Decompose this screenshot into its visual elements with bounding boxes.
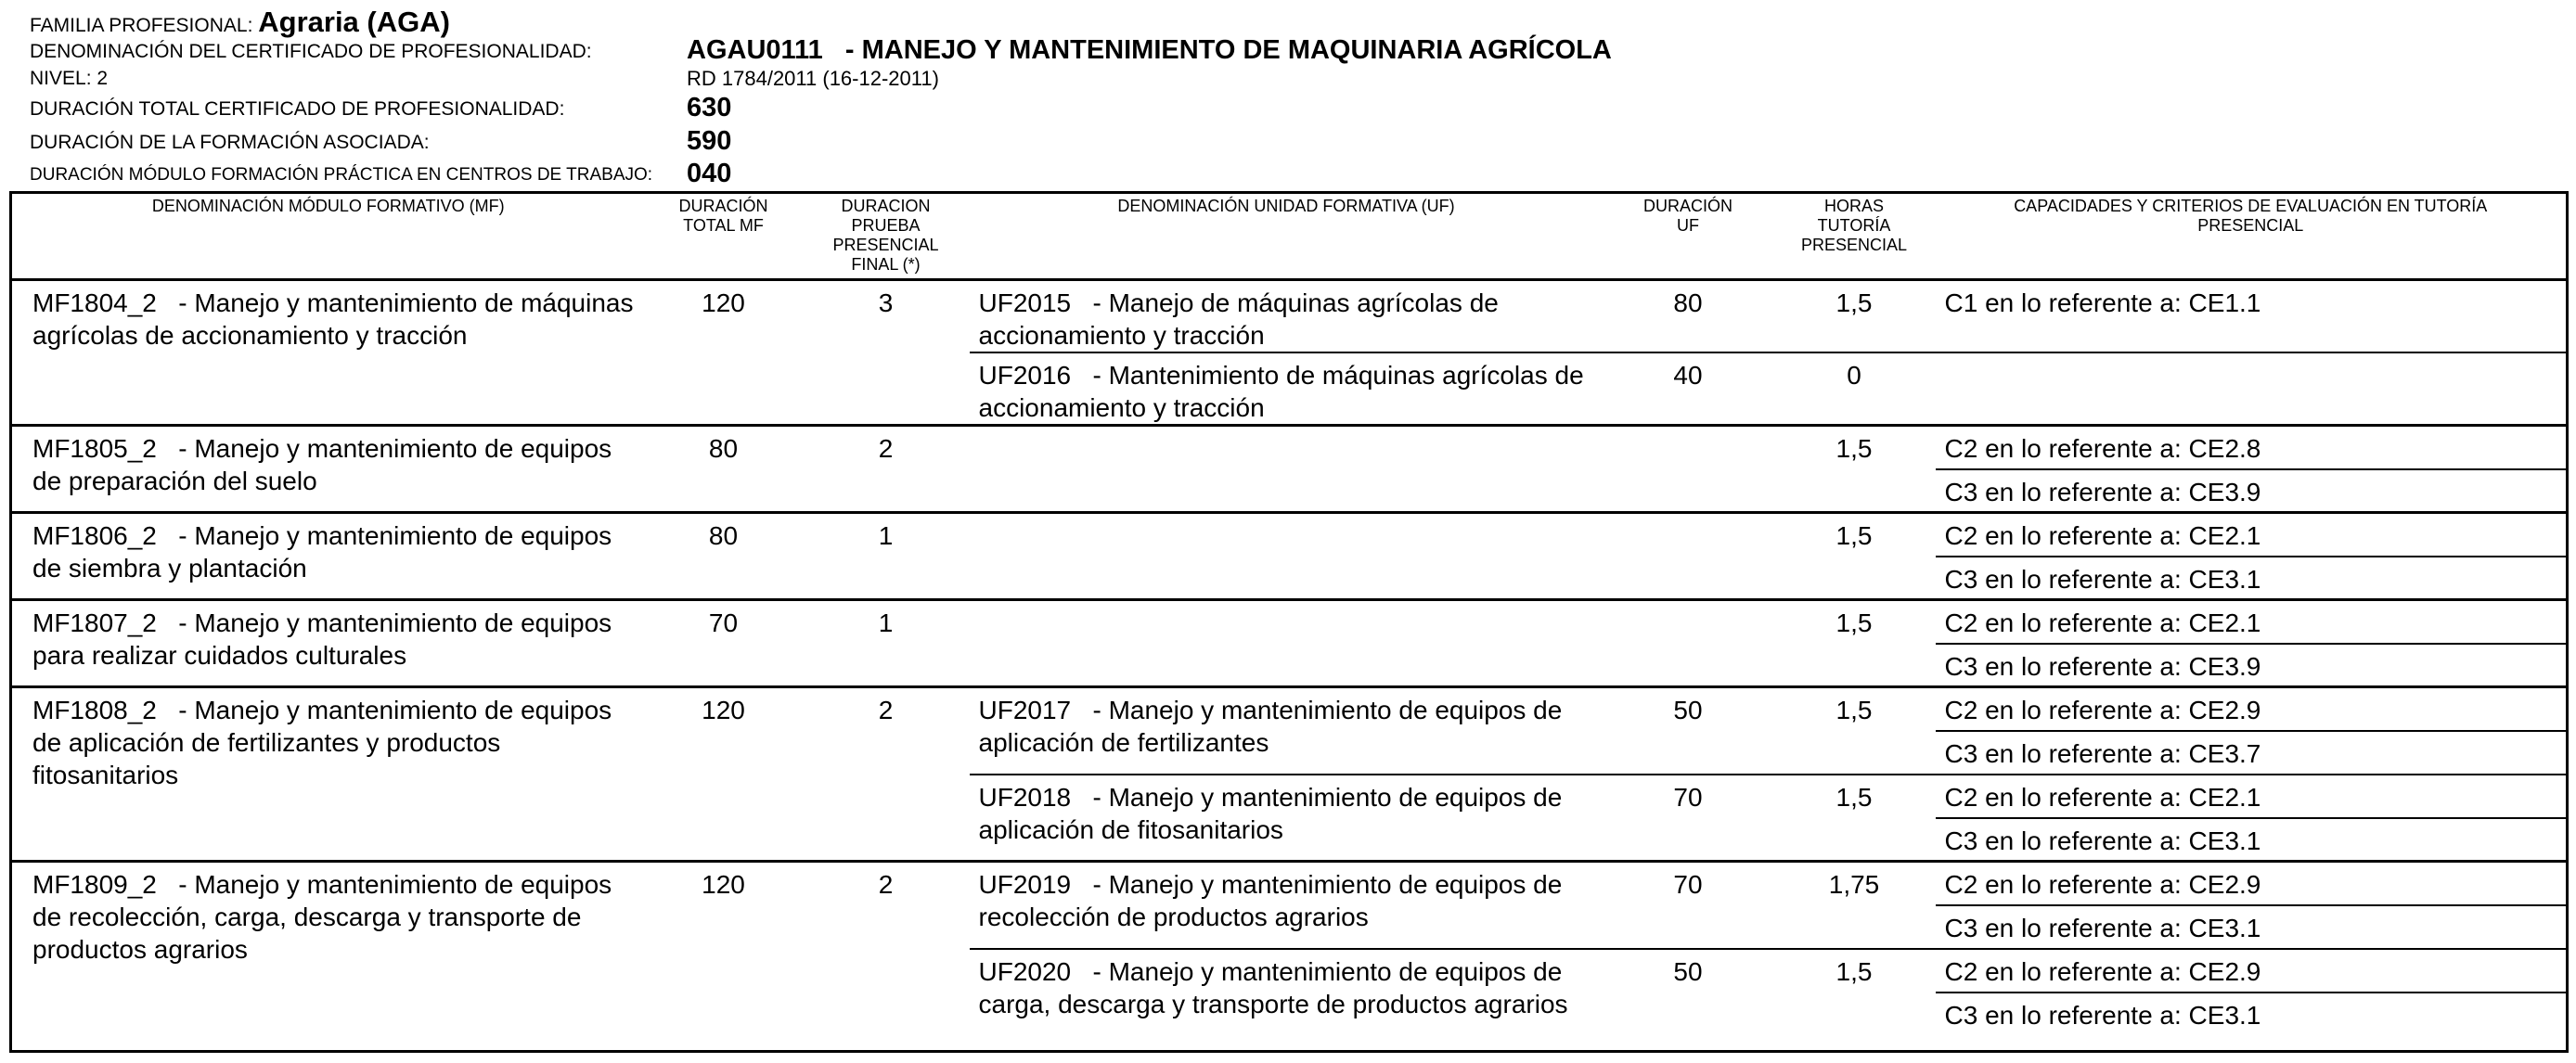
- table-row: [11, 862, 2568, 905]
- module-cell: MF1806_2 - Manejo y mantenimiento de equipos de siembra y plantación: [11, 513, 645, 600]
- module-duration: 120: [645, 687, 803, 862]
- unit-duration-empty: [1604, 600, 1773, 687]
- certificate-header: [0, 0, 2576, 186]
- module-prueba: 3: [878, 288, 894, 317]
- unit-duration: 70: [1604, 862, 1773, 949]
- unit-cell: UF2019 - Manejo y mantenimiento de equipos de recolección de productos agrarios: [970, 862, 1604, 949]
- capacidad-cell: C3 en lo referente a: CE3.1: [1936, 905, 2568, 949]
- table-row: [11, 426, 2568, 469]
- module-horas: 1,5: [1773, 426, 1936, 513]
- module-duration: 80: [645, 513, 803, 600]
- module-cell: MF1808_2 - Manejo y mantenimiento de equipos de aplicación de fertilizantes y productos fitosanitarios: [11, 687, 645, 862]
- module-cell: MF1805_2 - Manejo y mantenimiento de equipos de preparación del suelo: [11, 426, 645, 513]
- col-header-horas-tutoria: HORAS TUTORÍA PRESENCIAL: [1773, 193, 1936, 280]
- col-header-duracion-uf: DURACIÓN UF: [1604, 193, 1773, 280]
- duracion-total-value: 630: [687, 93, 732, 122]
- capacidad-cell: C3 en lo referente a: CE3.1: [1936, 993, 2568, 1052]
- denominacion-label: DENOMINACIÓN DEL CERTIFICADO DE PROFESIONALIDAD:: [30, 41, 592, 62]
- module-cell: MF1804_2 - Manejo y mantenimiento de máquinas agrícolas de accionamiento y tracción: [32, 288, 634, 350]
- table-header-row: [11, 193, 2568, 280]
- module-horas: 1,5: [1773, 600, 1936, 687]
- capacidad-cell: C3 en lo referente a: CE3.7: [1936, 731, 2568, 775]
- module-prueba: 2: [803, 687, 970, 862]
- col-header-duracion-total-mf: DURACIÓN TOTAL MF: [645, 193, 803, 280]
- table-row: [11, 513, 2568, 557]
- familia-row: [30, 6, 450, 39]
- duracion-asociada-value: 590: [687, 126, 732, 156]
- unit-horas: 1,5: [1773, 687, 1936, 775]
- unit-horas: 0: [1773, 352, 1936, 426]
- module-prueba: 2: [803, 862, 970, 1052]
- unit-horas: 1,5: [1773, 775, 1936, 862]
- unit-horas: 1,5: [1773, 949, 1936, 1052]
- col-header-uf: DENOMINACIÓN UNIDAD FORMATIVA (UF): [970, 193, 1604, 280]
- capacidad-cell: C3 en lo referente a: CE3.9: [1936, 469, 2568, 513]
- module-cell: MF1809_2 - Manejo y mantenimiento de equipos de recolección, carga, descarga y transporte de productos agrarios: [11, 862, 645, 1052]
- nivel-label: NIVEL: 2: [30, 68, 109, 89]
- module-duration: 120: [645, 862, 803, 1052]
- unit-cell: UF2016 - Mantenimiento de máquinas agrícolas de accionamiento y tracción: [970, 352, 1604, 426]
- unit-cell: UF2018 - Manejo y mantenimiento de equipos de aplicación de fitosanitarios: [970, 775, 1604, 862]
- duracion-total-label: DURACIÓN TOTAL CERTIFICADO DE PROFESIONALIDAD:: [30, 98, 565, 120]
- col-header-mf: DENOMINACIÓN MÓDULO FORMATIVO (MF): [11, 193, 645, 280]
- rd-value: RD 1784/2011 (16-12-2011): [687, 67, 939, 90]
- unit-duration: 70: [1604, 775, 1773, 862]
- duracion-practica-value: 040: [687, 159, 732, 188]
- capacidad-cell: C2 en lo referente a: CE2.1: [1936, 600, 2568, 644]
- module-duration: 120: [702, 288, 745, 317]
- certificado-code: AGAU0111: [687, 35, 823, 65]
- unit-duration: 50: [1604, 949, 1773, 1052]
- unit-cell-empty: [970, 426, 1604, 513]
- unit-cell-empty: [970, 513, 1604, 600]
- familia-label: FAMILIA PROFESIONAL:: [30, 15, 253, 36]
- unit-horas: 1,75: [1773, 862, 1936, 949]
- module-duration: 80: [645, 426, 803, 513]
- module-prueba: 1: [803, 600, 970, 687]
- modules-table: [9, 191, 2569, 1053]
- capacidad-cell: C2 en lo referente a: CE2.9: [1936, 949, 2568, 993]
- table-row: [11, 280, 2568, 353]
- unit-duration: 50: [1604, 687, 1773, 775]
- module-duration: 70: [645, 600, 803, 687]
- capacidad-cell: C2 en lo referente a: CE2.1: [1936, 775, 2568, 818]
- duracion-asociada-label: DURACIÓN DE LA FORMACIÓN ASOCIADA:: [30, 132, 430, 153]
- capacidad-cell: C3 en lo referente a: CE3.1: [1936, 818, 2568, 862]
- duracion-practica-label: DURACIÓN MÓDULO FORMACIÓN PRÁCTICA EN CENTROS DE TRABAJO:: [30, 165, 653, 185]
- unit-duration-empty: [1604, 426, 1773, 513]
- module-cell: MF1807_2 - Manejo y mantenimiento de equipos para realizar cuidados culturales: [11, 600, 645, 687]
- unit-cell-empty: [970, 600, 1604, 687]
- capacidad-cell: C1 en lo referente a: CE1.1: [1944, 288, 2261, 317]
- familia-value: Agraria (AGA): [258, 6, 450, 38]
- col-header-capacidades: CAPACIDADES Y CRITERIOS DE EVALUACIÓN EN TUTORÍA PRESENCIAL: [1936, 193, 2568, 280]
- unit-cell: UF2015 - Manejo de máquinas agrícolas de accionamiento y tracción: [978, 288, 1499, 350]
- capacidad-cell: C3 en lo referente a: CE3.9: [1936, 644, 2568, 687]
- certificado-title: [687, 35, 1612, 66]
- unit-cell: UF2017 - Manejo y mantenimiento de equipos de aplicación de fertilizantes: [970, 687, 1604, 775]
- module-horas: 1,5: [1773, 513, 1936, 600]
- col-header-prueba: DURACION PRUEBA PRESENCIAL FINAL (*): [803, 193, 970, 280]
- capacidad-cell: C2 en lo referente a: CE2.9: [1936, 687, 2568, 731]
- module-prueba: 1: [803, 513, 970, 600]
- certificado-name: - MANEJO Y MANTENIMIENTO DE MAQUINARIA AGRÍCOLA: [844, 35, 1612, 65]
- unit-cell: UF2020 - Manejo y mantenimiento de equipos de carga, descarga y transporte de productos agrarios: [970, 949, 1604, 1052]
- capacidad-cell: C2 en lo referente a: CE2.9: [1936, 862, 2568, 905]
- table-row: [11, 600, 2568, 644]
- module-prueba: 2: [803, 426, 970, 513]
- unit-duration-empty: [1604, 513, 1773, 600]
- table-row: [11, 687, 2568, 731]
- capacidad-cell: C2 en lo referente a: CE2.1: [1936, 513, 2568, 557]
- unit-duration: 40: [1604, 352, 1773, 426]
- capacidad-cell: C2 en lo referente a: CE2.8: [1936, 426, 2568, 469]
- unit-duration: 80: [1673, 288, 1703, 317]
- capacidad-cell: C3 en lo referente a: CE3.1: [1936, 557, 2568, 600]
- capacidad-cell-empty: [1936, 352, 2568, 426]
- unit-horas: 1,5: [1835, 288, 1873, 317]
